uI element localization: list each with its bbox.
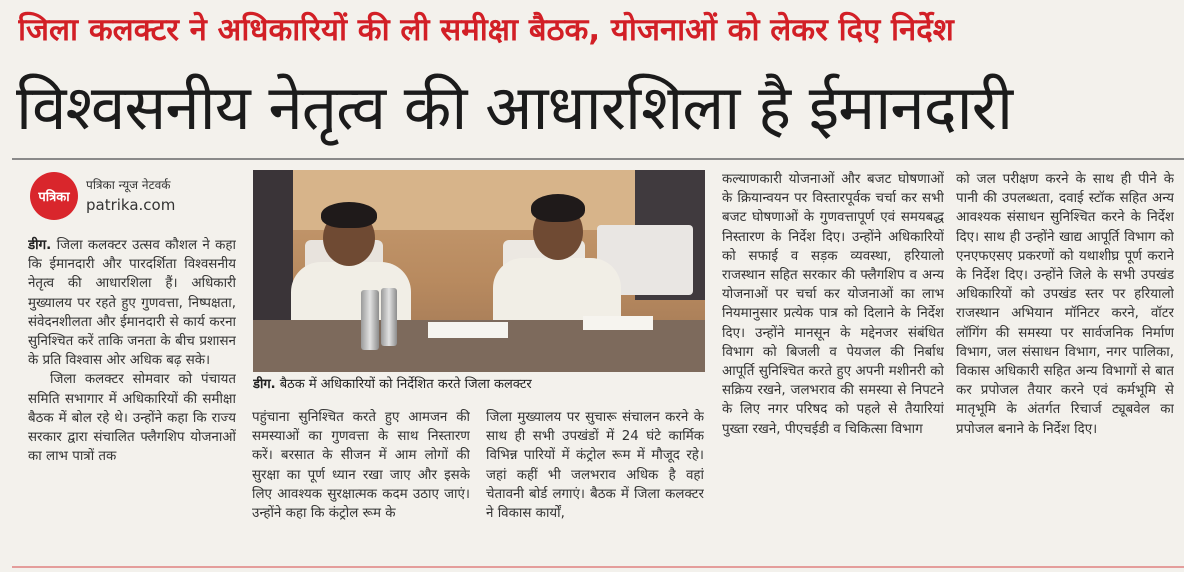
kicker-headline: जिला कलक्टर ने अधिकारियों की ली समीक्षा बैठक, योजनाओं को लेकर दिए निर्देश — [18, 12, 954, 48]
page-edge — [1184, 0, 1200, 572]
site-name: patrika.com — [86, 196, 176, 214]
main-headline: विश्वसनीय नेतृत्व की आधारशिला है ईमानदारी — [16, 71, 1013, 144]
photo-caption — [253, 374, 705, 396]
column-2: पहुंचाना सुनिश्चित करते हुए आमजन की समस्याओं का गुणवत्ता के साथ निस्तारण करें। बरसात के सीजन में आम लोगों की सुरक्षा का पूर्ण ध्यान रखा जाए और इसके लिए आवश्यक सुरक्षात्मक कदम उठाए जाएं। उन्होंने कहा कि कंट्रोल रूम के — [252, 410, 470, 522]
column-5: को जल परीक्षण करने के साथ ही पीने के पानी की उपलब्धता, दवाई स्टॉक सहित अन्य आवश्यक संसाधन सुनिश्चित करने के निर्देश दिए। साथ ही उन्होंने खाद्य आपूर्ति विभाग को एनएफएसए प्रकरणों को यथाशीघ्र पूर्ण कराने के निर्देश दिए। उन्होंने जिले के सभी उपखंड अधिकारियों को उपखंड स्तर पर हरियालो राजस्थान अभियान मॉनिटर करने, वॉटर लॉगिंग की समस्या पर सार्वजनिक निर्माण विभाग, जल संसाधन विभाग, नगर पालिका, विकास अधिकारी सहित अन्य विभागों से बात कर प्रपोजल तैयार करने एवं कर्मभूमि से मातृभूमि के अंतर्गत रिचार्ज ट्यूबवेल का प्रपोजल बनाने के निर्देश दिए। — [956, 172, 1174, 437]
byline — [30, 172, 245, 230]
caption-text: बैठक में अधिकारियों को निर्देशित करते जिला कलक्टर — [279, 377, 532, 392]
agency-name: पत्रिका न्यूज नेटवर्क — [86, 178, 171, 192]
column-4: कल्याणकारी योजनाओं और बजट घोषणाओं के क्रियान्वयन पर विस्तारपूर्वक चर्चा कर सभी बजट घोषणाओं के गुणवत्तापूर्ण एवं समयबद्ध निस्तारण के निर्देश दिए। उन्होंने अधिकारियों को सफाई व सड़क व्यवस्था, हरियालो राजस्थान सहित सरकार की फ्लैगशिप व अन्य योजनाओं पर चर्चा कर योजनाओं का लाभ नियमानुसार प्रत्येक पात्र को दिलाने के निर्देश दिए। उन्होंने मानसून के मद्देनजर संबंधित विभाग को बिजली व पेयजल की निर्बाध आपूर्ति सुनिश्चित करते हुए अपनी मशीनरी को सक्रिय रखने, जलभराव की समस्या से निपटने के लिए नगर परिषद को पहले से तैयारियां पुख्ता रखने, पीएचईडी व चिकित्सा विभाग — [722, 172, 944, 437]
column-1-paragraph-2: जिला कलक्टर सोमवार को पंचायत समिति सभागार में अधिकारियों की समीक्षा बैठक में बोल रहे थे। उन्होंने कहा कि राज्य सरकार द्वारा संचालित फ्लैगशिप योजनाओं का लाभ पात्रों तक — [28, 372, 236, 465]
caption-place: डीग. — [253, 377, 276, 392]
column-3: जिला मुख्यालय पर सुचारू संचालन करने के साथ ही सभी उपखंडों में 24 घंटे कार्मिक विभिन्न पारियों में कंट्रोल रूम में मौजूद रहे। जहां कहीं भी जलभराव अधिक है वहां चेतावनी बोर्ड लगाएं। बैठक में जिला कलक्टर ने विकास कार्यों, — [486, 410, 704, 522]
patrika-logo — [30, 172, 78, 220]
meeting-photo — [253, 170, 705, 372]
column-1-paragraph-1: जिला कलक्टर उत्सव कौशल ने कहा कि ईमानदारी और पारदर्शिता विश्वसनीय नेतृत्व की आधारशिला हैं। अधिकारी मुख्यालय पर रहते हुए गुणवत्ता, निष्पक्षता, संवेदनशीलता और ईमानदारी से कार्य करना सुनिश्चित करें ताकि जनता के बीच प्रशासन के प्रति विश्वास ओर अधिक बढ़ सके। — [28, 238, 236, 369]
logo-text: पत्रिका — [38, 190, 70, 205]
headline-divider — [12, 158, 1188, 160]
column-1 — [28, 236, 236, 558]
dateline: डीग. — [28, 238, 52, 253]
bottom-divider — [12, 566, 1188, 568]
